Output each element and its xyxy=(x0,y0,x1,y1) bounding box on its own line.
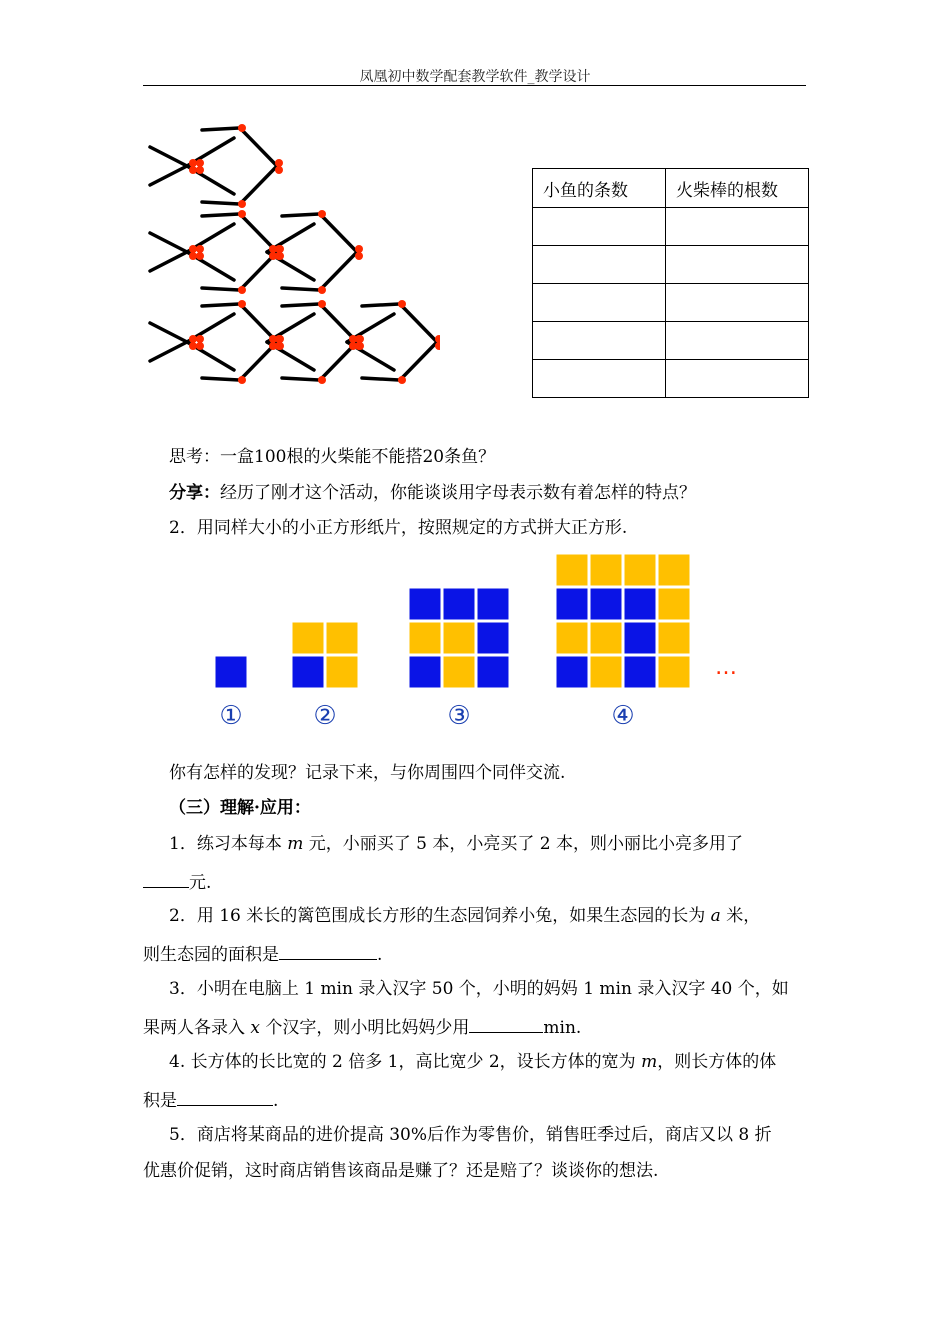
match-head xyxy=(349,342,357,350)
table-row xyxy=(533,246,809,284)
matchstick xyxy=(240,166,277,204)
small-square xyxy=(657,587,691,621)
matchstick xyxy=(282,214,319,216)
q4-text: . xyxy=(273,1091,279,1111)
question-3-line-2 xyxy=(143,1016,813,1038)
question-5-line-1: 5．商店将某商品的进价提高 30%后作为零售价，销售旺季过后，商店又以 8 折 xyxy=(169,1125,772,1145)
match-head xyxy=(189,166,197,174)
small-square xyxy=(442,587,476,621)
figure-label: ② xyxy=(313,701,337,731)
small-square xyxy=(325,655,359,689)
question-5-line-2: 优惠价促销，这时商店销售该商品是赚了？还是赔了？谈谈你的想法. xyxy=(143,1161,659,1181)
matchstick xyxy=(202,288,239,290)
match-head xyxy=(189,245,197,253)
matchstick xyxy=(282,378,319,380)
figure-label: ③ xyxy=(447,701,471,731)
matchstick xyxy=(400,342,437,380)
match-head xyxy=(196,159,204,167)
q2-text: . xyxy=(377,945,383,965)
matchstick xyxy=(282,288,319,290)
table-cell xyxy=(666,284,809,322)
table-cell xyxy=(666,360,809,398)
q1-text: 元. xyxy=(189,873,212,893)
small-square xyxy=(623,655,657,689)
small-square xyxy=(555,655,589,689)
match-head xyxy=(276,245,284,253)
figure-label: ④ xyxy=(611,701,635,731)
q1-var-m: m xyxy=(287,834,304,854)
table-cell xyxy=(533,322,666,360)
match-head xyxy=(269,342,277,350)
small-square xyxy=(291,621,325,655)
table-row xyxy=(533,360,809,398)
match-head xyxy=(238,286,246,294)
table-cell xyxy=(666,246,809,284)
matchstick-fish-figure xyxy=(140,118,440,393)
match-head xyxy=(318,300,326,308)
match-head xyxy=(196,245,204,253)
table-header-cell: 火柴棒的根数 xyxy=(666,169,809,208)
small-square xyxy=(555,553,589,587)
table-cell xyxy=(666,208,809,246)
table-header-row xyxy=(533,169,809,208)
small-square xyxy=(589,621,623,655)
small-square xyxy=(589,553,623,587)
small-square xyxy=(442,621,476,655)
small-square xyxy=(476,587,510,621)
match-head xyxy=(196,335,204,343)
table-row xyxy=(533,322,809,360)
item-2-text: 2．用同样大小的小正方形纸片，按照规定的方式拼大正方形. xyxy=(169,518,628,538)
small-square xyxy=(657,655,691,689)
question-3-line-1: 3．小明在电脑上 1 min 录入汉字 50 个，小明的妈妈 1 min 录入汉字 40 个，如 xyxy=(169,979,789,999)
q1-text: 元，小丽买了 5 本，小亮买了 2 本，则小丽比小亮多用了 xyxy=(308,834,744,854)
matchstick xyxy=(202,304,239,306)
matchstick xyxy=(150,342,187,361)
match-head xyxy=(269,245,277,253)
q1-text: 1．练习本每本 xyxy=(169,834,282,854)
matchstick xyxy=(150,252,187,271)
discover-text: 你有怎样的发现？记录下来，与你周围四个同伴交流. xyxy=(169,763,566,783)
matchstick xyxy=(320,214,357,252)
section-3-heading: （三）理解·应用： xyxy=(169,798,311,818)
match-head xyxy=(276,342,284,350)
table-cell xyxy=(533,284,666,322)
table-cell xyxy=(666,322,809,360)
match-head xyxy=(276,252,284,260)
matchstick xyxy=(240,128,277,166)
match-head xyxy=(196,166,204,174)
figure-label: ① xyxy=(219,701,243,731)
match-head xyxy=(269,252,277,260)
match-head xyxy=(238,200,246,208)
q4-text: ，则长方体的体 xyxy=(657,1052,777,1072)
match-head xyxy=(318,376,326,384)
answer-blank[interactable] xyxy=(469,1016,543,1033)
small-square xyxy=(291,655,325,689)
q4-text: 4. 长方体的长比宽的 2 倍多 1，高比宽少 2，设长方体的宽为 xyxy=(169,1052,636,1072)
small-square xyxy=(476,655,510,689)
matchstick xyxy=(202,378,239,380)
small-square xyxy=(476,621,510,655)
match-head xyxy=(356,342,364,350)
small-square xyxy=(214,655,248,689)
answer-blank[interactable] xyxy=(143,871,189,888)
matchstick xyxy=(282,304,319,306)
match-head xyxy=(238,124,246,132)
q2-text: 2．用 16 米长的篱笆围成长方形的生态园饲养小兔，如果生态园的长为 xyxy=(169,906,706,926)
small-square xyxy=(555,621,589,655)
match-head xyxy=(276,335,284,343)
match-head xyxy=(349,335,357,343)
matchstick xyxy=(150,323,187,342)
small-square xyxy=(442,655,476,689)
table-cell xyxy=(533,360,666,398)
answer-blank[interactable] xyxy=(279,943,377,960)
table-row xyxy=(533,284,809,322)
small-square xyxy=(657,553,691,587)
matchstick xyxy=(202,128,239,130)
fish-matchstick-table xyxy=(532,168,809,398)
small-square xyxy=(623,621,657,655)
match-head xyxy=(269,335,277,343)
q4-var-m: m xyxy=(641,1052,658,1072)
small-square xyxy=(589,655,623,689)
small-square xyxy=(408,621,442,655)
small-square xyxy=(623,553,657,587)
match-head xyxy=(238,210,246,218)
question-1-line-2 xyxy=(143,871,813,893)
squares-pattern-figure xyxy=(205,548,765,733)
table-cell xyxy=(533,208,666,246)
question-4-line-2 xyxy=(143,1089,813,1111)
question-2-line-2 xyxy=(143,943,813,965)
question-2-line-1 xyxy=(169,906,839,926)
match-head xyxy=(238,300,246,308)
match-head xyxy=(196,342,204,350)
small-square xyxy=(657,621,691,655)
match-head xyxy=(355,245,363,253)
match-head xyxy=(275,166,283,174)
match-head xyxy=(238,376,246,384)
q3-var-x: x xyxy=(250,1018,260,1038)
matchstick xyxy=(202,202,239,204)
match-head xyxy=(189,342,197,350)
q3-text: 果两人各录入 xyxy=(143,1018,245,1038)
table-cell xyxy=(533,246,666,284)
table-row xyxy=(533,208,809,246)
match-head xyxy=(189,159,197,167)
matchstick xyxy=(400,304,437,342)
match-head xyxy=(196,252,204,260)
match-head xyxy=(189,335,197,343)
q4-text: 积是 xyxy=(143,1091,177,1111)
match-head xyxy=(189,252,197,260)
ellipsis: … xyxy=(715,655,737,680)
matchstick xyxy=(150,233,187,252)
match-head xyxy=(398,300,406,308)
q2-text: 米， xyxy=(726,906,761,926)
q3-text: min. xyxy=(543,1018,582,1038)
question-1-line-1 xyxy=(169,834,839,854)
matchstick xyxy=(320,252,357,290)
matchstick xyxy=(150,147,187,166)
match-head xyxy=(356,335,364,343)
match-head xyxy=(398,376,406,384)
matchstick xyxy=(362,378,399,380)
header-divider xyxy=(143,85,806,86)
small-square xyxy=(408,655,442,689)
question-4-line-1 xyxy=(169,1052,839,1072)
share-text: 经历了刚才这个活动，你能谈谈用字母表示数有着怎样的特点？ xyxy=(220,483,696,503)
small-square xyxy=(555,587,589,621)
matchstick xyxy=(150,166,187,185)
q3-text: 个汉字，则小明比妈妈少用 xyxy=(265,1018,470,1038)
share-paragraph xyxy=(169,483,839,503)
match-head xyxy=(318,210,326,218)
small-square xyxy=(623,587,657,621)
small-square xyxy=(408,587,442,621)
small-square xyxy=(325,621,359,655)
match-head xyxy=(355,252,363,260)
page-header: 凤凰初中数学配套教学软件_教学设计 xyxy=(359,69,591,85)
q2-text: 则生态园的面积是 xyxy=(143,945,279,965)
matchstick xyxy=(202,214,239,216)
match-head xyxy=(275,159,283,167)
share-label: 分享： xyxy=(169,483,220,503)
q2-var-a: a xyxy=(710,906,721,926)
match-head xyxy=(318,286,326,294)
think-question: 思考：一盒100根的火柴能不能搭20条鱼？ xyxy=(169,447,496,467)
matchstick xyxy=(362,304,399,306)
table-header-cell: 小鱼的条数 xyxy=(533,169,666,208)
small-square xyxy=(589,587,623,621)
answer-blank[interactable] xyxy=(177,1089,273,1106)
